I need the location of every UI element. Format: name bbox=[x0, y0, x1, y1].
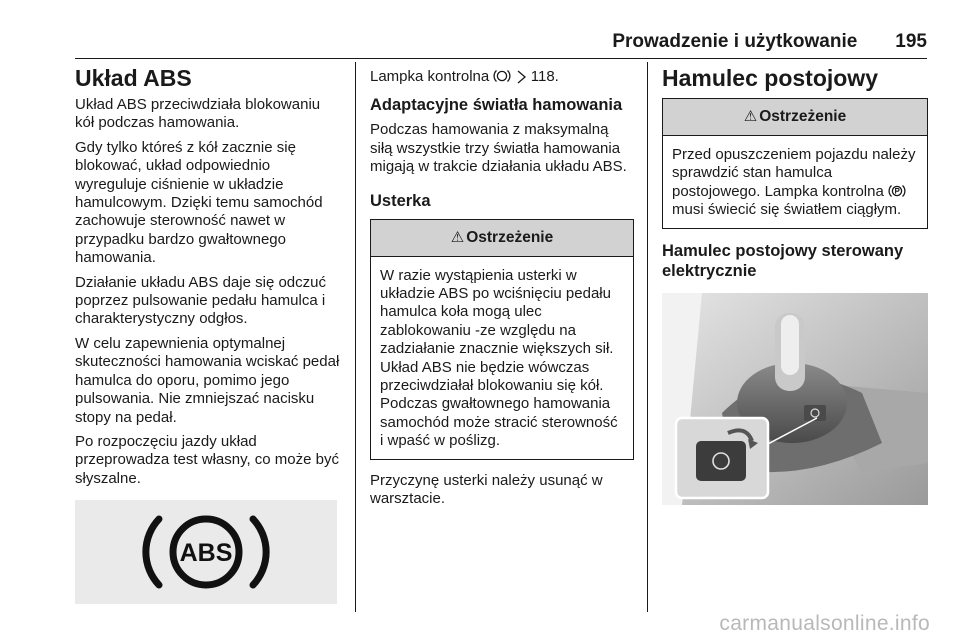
section-heading-parking-brake: Hamulec postojowy bbox=[662, 65, 878, 91]
abs-symbol-figure bbox=[75, 500, 337, 604]
parking-brake-lamp-icon bbox=[888, 183, 906, 199]
section-heading-abs: Układ ABS bbox=[75, 65, 192, 91]
paragraph: W celu zapewnienia optymalnej skuteczności hamowania wciskać pedał hamulca do oporu, pomimo jego pulsowania. Nie zmniejszać nacisku stopy na pedał. bbox=[75, 334, 340, 426]
warning-title bbox=[371, 220, 633, 257]
paragraph: Układ ABS przeciwdziała blokowaniu kół podczas hamowania. bbox=[75, 96, 321, 132]
warning-title bbox=[663, 99, 927, 136]
section-heading-electric-parking-brake: Hamulec postojowy sterowany elektrycznie bbox=[662, 241, 904, 280]
warning-triangle-icon: ⚠ bbox=[450, 228, 465, 246]
section-heading-adaptive-brake-lights: Adaptacyjne światła hamowania bbox=[370, 96, 623, 115]
warning-text-after: musi świecić się światłem ciągłym. bbox=[672, 201, 902, 219]
column-divider bbox=[647, 62, 648, 612]
warning-text: W razie wystąpienia usterki w układzie ABS po wciśnięciu pedału hamulca koła mogą ulec zablokowaniu -ze względu na zadziałanie znacznie większych sił. Układ ABS nie będzie wówczas przeciwdziałał blokowaniu się kół. Podczas gwałtownego hamowania samochód może stracić sterowność i wpaść w poślizg. bbox=[380, 266, 618, 450]
warning-text-before: Przed opuszczeniem pojazdu należy sprawdzić stan hamulca postojowego. Lampka kontrolna bbox=[672, 146, 916, 200]
column-parking-brake bbox=[662, 64, 928, 505]
paragraph: Po rozpoczęciu jazdy układ przeprowadza test własny, co może być słyszalne. bbox=[75, 432, 340, 487]
paragraph: Gdy tylko któreś z kół zacznie się blokować, układ odpowiednio wyreguluje ciśnienie w układzie hamulcowym. Dzięki temu samochód zachowuje sterowność nawet w przypadku bardzo gwałtownego hamowania. bbox=[75, 138, 323, 267]
lamp-ref-page: 118. bbox=[530, 68, 559, 85]
watermark: carmanualsonline.info bbox=[719, 612, 930, 635]
abs-symbol-text: ABS bbox=[179, 539, 233, 568]
lamp-reference bbox=[370, 68, 634, 86]
page-number: 195 bbox=[895, 31, 927, 52]
abs-lamp-icon bbox=[131, 505, 281, 599]
warning-box bbox=[662, 98, 928, 229]
warning-title-text: Ostrzeżenie bbox=[466, 228, 554, 246]
column-brake-lights bbox=[370, 64, 634, 515]
warning-box bbox=[370, 219, 634, 460]
abs-lamp-icon bbox=[493, 68, 511, 84]
lamp-ref-prefix: Lampka kontrolna bbox=[370, 68, 490, 85]
console-photo-illustration bbox=[662, 293, 928, 505]
column-divider bbox=[355, 62, 356, 612]
header-title: Prowadzenie i użytkowanie bbox=[612, 31, 858, 52]
warning-triangle-icon: ⚠ bbox=[743, 108, 758, 125]
parking-brake-photo bbox=[662, 293, 928, 505]
warning-text bbox=[663, 136, 927, 228]
column-abs bbox=[75, 64, 343, 604]
page-reference-icon bbox=[516, 70, 527, 84]
warning-title-text: Ostrzeżenie bbox=[759, 108, 847, 125]
paragraph: Działanie układu ABS daje się odczuć poprzez pulsowanie pedału hamulca i charakterystyczny odgłos. bbox=[75, 273, 326, 328]
page-header bbox=[75, 26, 927, 59]
paragraph: Podczas hamowania z maksymalną siłą wszystkie trzy światła hamowania migają w trakcie działania układu ABS. bbox=[370, 121, 627, 176]
section-heading-fault: Usterka bbox=[370, 191, 431, 210]
paragraph: Przyczynę usterki należy usunąć w warsztacie. bbox=[370, 471, 603, 508]
